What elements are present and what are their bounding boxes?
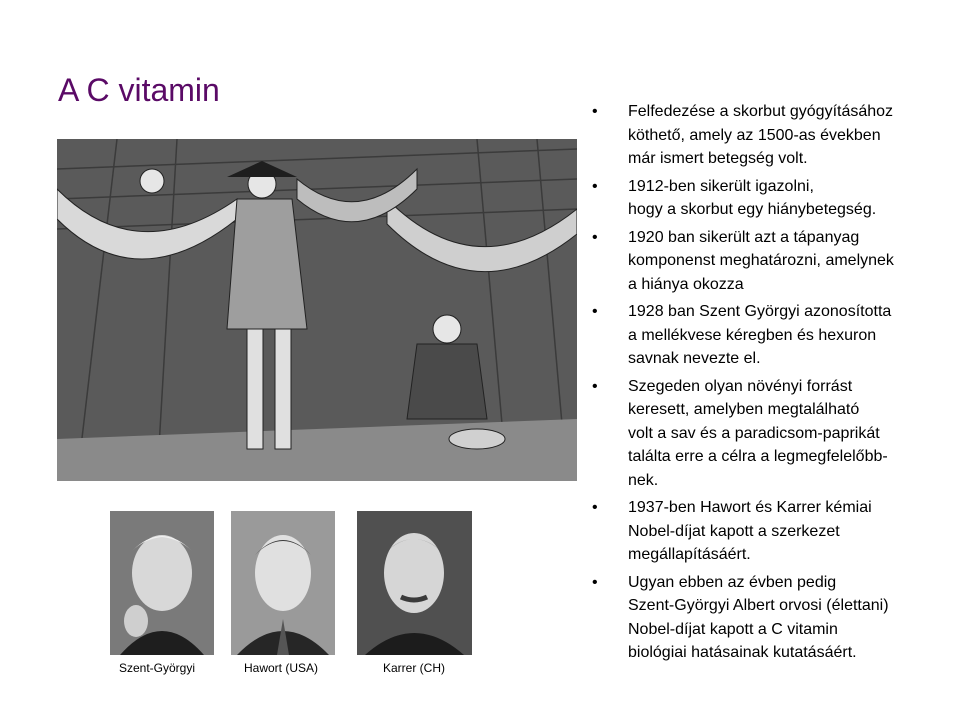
bullet-text: Felfedezése a skorbut gyógyításához köthető, amely az 1500-as években már ismert betegség volt. [628, 103, 894, 167]
bullet-symbol: • [592, 573, 598, 591]
portrait-caption-hawort: Hawort (USA) [243, 661, 318, 675]
portrait-caption-karrer: Karrer (CH) [383, 661, 445, 675]
bullet-item [592, 300, 952, 371]
portrait-caption-szent-gyorgyi: Szent-Györgyi [118, 661, 196, 675]
bullet-symbol: • [592, 103, 598, 120]
slide-title: A C vitamin [58, 72, 220, 108]
bullet-text: 1920 ban sikerült azt a tápanyag komponenst meghatározni, amelynek a hiánya okozza [628, 228, 894, 293]
portrait-szent-gyorgyi [110, 511, 214, 655]
bullet-symbol: • [592, 177, 598, 195]
bullet-symbol: • [592, 499, 598, 516]
portrait-hawort [231, 511, 335, 655]
bullet-text: Ugyan ebben az évben pedig Szent-Györgyi Albert orvosi (élettani) Nobel-díjat kapott a C vitamin biológiai hatásainak kutatásáért. [628, 573, 889, 661]
bullet-item [592, 175, 952, 222]
portrait-karrer [357, 511, 472, 655]
bullet-text: 1937-ben Hawort és Karrer kémiai Nobel-díjat kapott a szerkezet megállapításáért. [628, 499, 872, 563]
bullet-text: 1928 ban Szent Györgyi azonosította a mellékvese kéregben és hexuron savnak nevezte el. [628, 303, 892, 367]
bullet-symbol: • [592, 303, 598, 320]
bullet-item [592, 226, 952, 297]
bullet-item [592, 496, 952, 567]
bullet-symbol: • [592, 377, 598, 395]
bullet-text: Szegeden olyan növényi forrást keresett, amelyben megtalálható volt a sav és a paradicsom-paprikát találta erre a célra a legmegfelelőbb- nek. [628, 377, 888, 489]
bullet-text: 1912-ben sikerült igazolni, hogy a skorbut egy hiánybetegség. [628, 177, 877, 218]
bullet-list [592, 100, 952, 669]
bullet-item [592, 375, 952, 493]
bullet-item [592, 571, 952, 665]
ship-illustration [57, 139, 577, 481]
bullet-item [592, 100, 952, 171]
bullet-symbol: • [592, 228, 598, 246]
